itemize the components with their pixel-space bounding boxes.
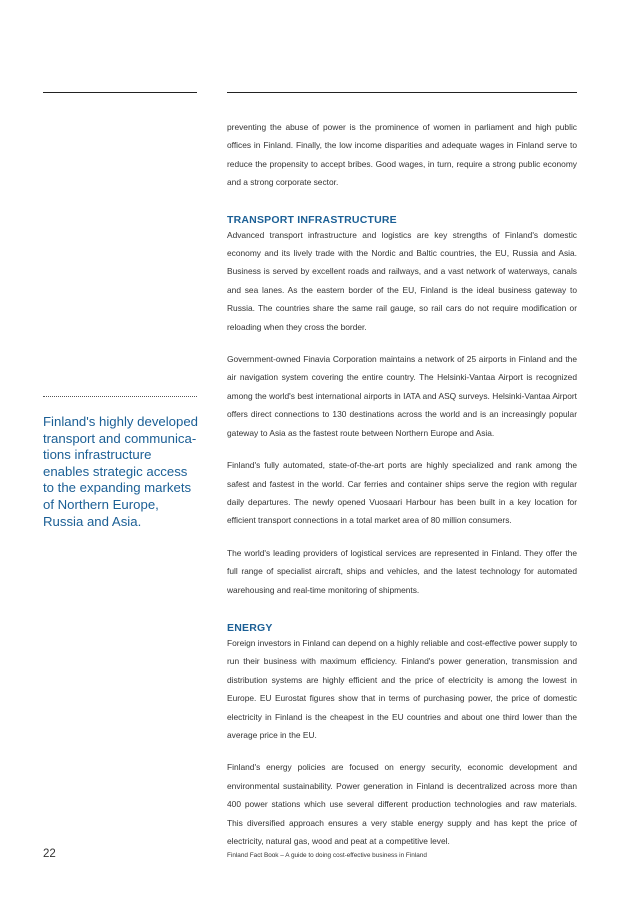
transport-heading: TRANSPORT INFRASTRUCTURE xyxy=(227,213,397,226)
page-number: 22 xyxy=(43,848,56,860)
transport-paragraph: Government-owned Finavia Corporation maintains a network of 25 airports in Finland and the air navigation system covering the entire country. The Helsinki-Vantaa Airport is recognized among the world's best international airports in IATA and ASQ surveys. Helsinki-Vantaa Airport offers direct connections to 130 destinations across the world and is an increasingly popular gateway to Asia as the fastest route between Northern Europe and Asia. xyxy=(227,354,577,438)
pull-quote-divider xyxy=(43,396,197,397)
transport-paragraph: Advanced transport infrastructure and logistics are key strengths of Finland's domestic economy and its lively trade with the Nordic and Baltic countries, the EU, Russia and Asia. Business is served by excellent roads and railways, and a vast network of waterways, canals and sea lanes. As the eastern border of the EU, Finland is the ideal business gateway to Russia. The countries share the same rail gauge, so rail cars do not require modification or reloading when they cross the border. xyxy=(227,229,577,332)
footer-publication: Finland Fact Book – A guide to doing cost-effective business in Finland xyxy=(227,852,427,859)
main-column xyxy=(227,118,577,850)
intro-paragraph: preventing the abuse of power is the prominence of women in parliament and high public offices in Finland. Finally, the low income disparities and adequate wages in Finland serve to reduce the propensity to accept bribes. Good wages, in turn, require a strong public economy and a strong corporate sector. xyxy=(227,122,577,188)
main-top-rule xyxy=(227,92,577,93)
sidebar-top-rule xyxy=(43,92,197,93)
energy-paragraph: Finland's energy policies are focused on energy security, economic development and environmental sustainability. Power generation in Finland is decentralized across more than 400 power stations which use several different production technologies and raw materials. This diversified approach ensures a very stable energy supply and has kept the price of electricity, natural gas, wood and peat at a competitive level. xyxy=(227,762,577,846)
energy-paragraph: Foreign investors in Finland can depend on a highly reliable and cost-effective power supply to run their business with maximum efficiency. Finland's power generation, transmission and distribution systems are highly efficient and the price of electricity is among the lowest in Europe. EU Eurostat figures show that in terms of purchasing power, the price of domestic electricity in Finland is the cheapest in the EU countries and about one third lower than the average price in the EU. xyxy=(227,637,577,740)
energy-heading: ENERGY xyxy=(227,621,273,634)
transport-paragraph: The world's leading providers of logistical services are represented in Finland. They offer the full range of specialist aircraft, ships and vehicles, and the latest technology for automated warehousing and real-time monitoring of shipments. xyxy=(227,547,577,595)
pull-quote: Finland's highly developed transport and communications infrastructure enables strategic access to the expanding markets of Northern Europe, Russia and Asia. xyxy=(43,414,199,529)
transport-paragraph: Finland's fully automated, state-of-the-art ports are highly specialized and rank among the safest and fastest in the world. Car ferries and container ships serve the region with regular daily departures. The newly opened Vuosaari Harbour has been built in a key location for efficient transport connections in a total market area of 80 million consumers. xyxy=(227,460,577,526)
